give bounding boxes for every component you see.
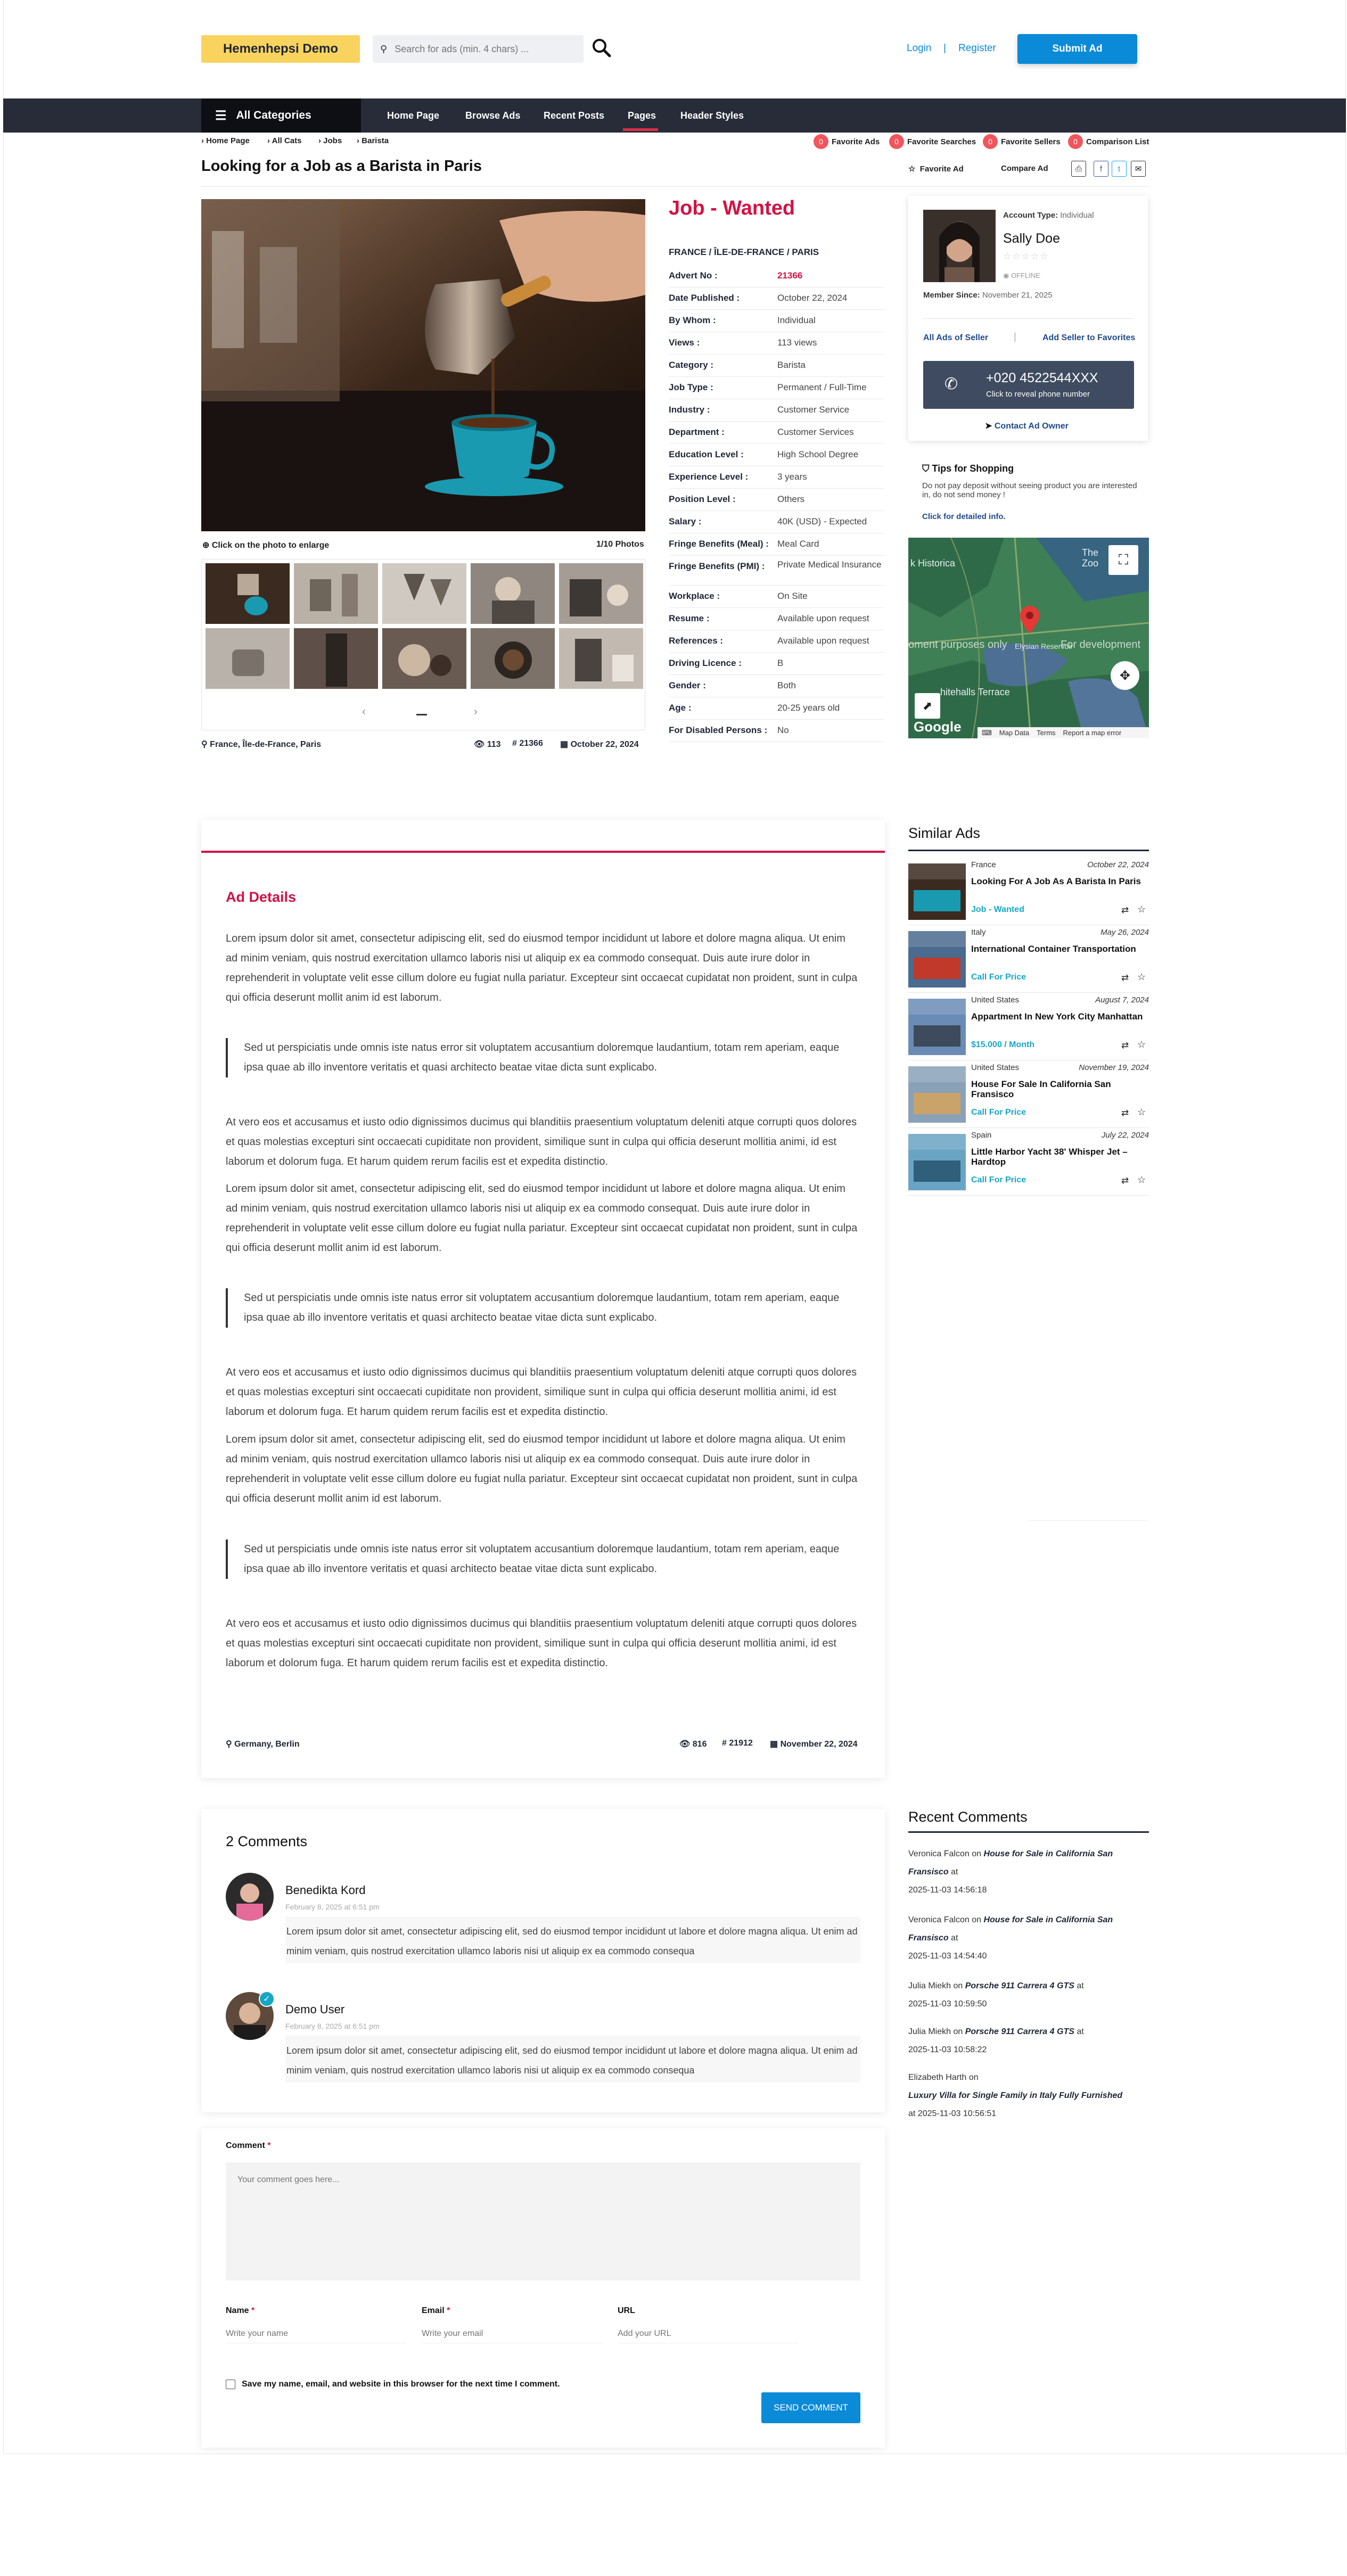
listing-location-path: FRANCE / ÎLE-DE-FRANCE / PARIS [669, 247, 819, 257]
similar-ads-underline [908, 850, 1149, 851]
seller-avatar[interactable] [923, 210, 996, 282]
fav-searches-link[interactable]: Favorite Searches [907, 137, 976, 146]
thumbnail-8[interactable] [382, 628, 466, 689]
thumb-next-icon[interactable]: › [474, 706, 478, 718]
fav-ads-link[interactable]: Favorite Ads [832, 137, 880, 146]
recent-comment-item: Julia Miekh on Porsche 911 Carrera 4 GTS at 2025-11-03 10:59:50 [908, 1981, 1084, 2009]
phone-hint: Click to reveal phone number [986, 390, 1090, 399]
thumbnail-1[interactable] [206, 563, 290, 624]
detail-label: Date Published : [669, 293, 740, 303]
map-watermark-2: For development [1061, 639, 1141, 651]
similar-ad-date: August 7, 2024 [1095, 995, 1149, 1005]
ad-paragraph-3: Lorem ipsum dolor sit amet, consectetur adipiscing elit, sed do eiusmod tempor incididunt ut labore et dolore magna aliqua. Ut enim ad minim veniam, quis nostrud exercitation ullamco laboris nisi ut aliquip ex ea commodo consequat. Duis aute irure dolor in reprehenderit in voluptate velit esse cillum dolore eu fugiat nulla pariatur. Excepteur sint occaecat cupidatat non proident, sunt in culpa qui officia deserunt mollit anim id est laborum. [226, 1183, 858, 1254]
recent-comment-post[interactable]: Luxury Villa for Single Family in Italy Fully Furnished [908, 2091, 1123, 2100]
detail-value: 3 years [777, 472, 807, 482]
recent-comment-post[interactable]: Porsche 911 Carrera 4 GTS [965, 1981, 1074, 1990]
recent-comment-author[interactable]: Elizabeth Harth [908, 2073, 967, 2082]
ad-details-heading: Ad Details [226, 889, 297, 905]
seller-divider [923, 318, 1134, 319]
map-label-historic: k Historica [910, 558, 956, 569]
similar-ad-title[interactable]: Little Harbor Yacht 38' Whisper Jet – Hardtop [971, 1147, 1128, 1167]
similar-ad-country: France [971, 860, 996, 869]
similar-ad-country: United States [971, 995, 1020, 1005]
map-footer [978, 727, 1149, 738]
detail-value: On Site [777, 591, 808, 601]
similar-ad-price: $15.000 / Month [971, 1040, 1035, 1049]
detail-label: Advert No : [669, 270, 718, 281]
search-bar [373, 35, 584, 63]
detail-value: October 22, 2024 [777, 293, 848, 303]
detail-label: Category : [669, 360, 714, 370]
detail-row [669, 720, 884, 742]
detail-value: 40K (USD) - Expected [777, 516, 867, 526]
submit-ad-button[interactable]: Submit Ad [1017, 34, 1137, 64]
pin-icon: ⚲ [226, 1740, 232, 1749]
fav-sellers-count: 0 [983, 134, 998, 149]
main-photo[interactable] [201, 199, 645, 531]
similar-ad-title[interactable]: Appartment In New York City Manhattan [971, 1011, 1143, 1022]
ad-paragraph-6: At vero eos et accusamus et iusto odio dignissimos ducimus qui blanditiis praesentium voluptatum deleniti atque corrupti quos dolores et quas molestias excepturi sint occaecati cupiditate non provident, similique sunt in culpa qui officia deserunt mollitia animi, id est laborum et dolorum fuga. Et harum quidem rerum facilis est et expedita distinctio. [226, 1618, 857, 1669]
recent-comment-item: Veronica Falcon on House for Sale in California San Fransisco at 2025-11-03 14:56:18 [908, 1849, 1113, 1895]
facebook-icon[interactable]: f [1094, 161, 1108, 177]
url-label: URL [618, 2306, 635, 2315]
similar-ad-price: Job - Wanted [971, 905, 1024, 914]
save-info-label: Save my name, email, and website in this browser for the next time I comment. [242, 2380, 560, 2389]
recent-comment-post[interactable]: House for Sale in California San Fransisco [908, 1849, 1113, 1877]
detail-value: Private Medical Insurance [777, 559, 882, 570]
detail-label: Industry : [669, 405, 710, 415]
recent-comment-item: Veronica Falcon on House for Sale in California San Fransisco at 2025-11-03 14:54:40 [908, 1915, 1113, 1961]
detail-value: Individual [777, 315, 816, 325]
comment-avatar-1 [226, 1873, 274, 1921]
detail-row [669, 399, 884, 422]
nav-home[interactable]: Home Page [387, 110, 440, 121]
similar-ad-date: May 26, 2024 [1100, 928, 1149, 937]
compare-ad-button[interactable]: Compare Ad [1001, 164, 1048, 173]
map-report-link[interactable]: Report a map error [1063, 729, 1122, 737]
recent-comment-author[interactable]: Veronica Falcon [908, 1849, 970, 1858]
eye-icon: 👁 [679, 1740, 691, 1749]
detail-value: Customer Service [777, 405, 850, 415]
listing-status: Job - Wanted [669, 197, 795, 219]
similar-ad-date: July 22, 2024 [1101, 1131, 1149, 1140]
thumbnail-7[interactable] [294, 628, 378, 689]
favorite-ad-button[interactable]: ☆ Favorite Ad [908, 164, 964, 174]
location-map[interactable] [908, 538, 1149, 738]
recent-comment-time: 2025-11-03 10:59:50 [908, 1999, 987, 2009]
detail-row [669, 355, 884, 377]
comment-text-2: Lorem ipsum dolor sit amet, consectetur adipiscing elit, sed do eiusmod tempor incididunt ut labore et dolore magna aliqua. Ut enim ad minim veniam, quis nostrud exercitation ullamco laboris nisi ut aliquip ex ea commodo consequa [285, 2036, 860, 2083]
tips-text: Do not pay deposit without seeing product you are interested in, do not send money ! [922, 481, 1137, 499]
comparison-link[interactable]: Comparison List [1086, 137, 1149, 146]
detail-label: Experience Level : [669, 472, 749, 482]
detail-label: Position Level : [669, 494, 736, 504]
map-terms-link[interactable]: Terms [1037, 729, 1056, 737]
comment-date-2: February 8, 2025 at 6:51 pm [285, 2022, 380, 2030]
similar-ad-country: Italy [971, 928, 986, 937]
detail-value: 20-25 years old [777, 703, 840, 713]
member-since: Member Since: November 21, 2025 [923, 291, 1053, 300]
map-camera-control-icon[interactable]: ✥ [1111, 661, 1139, 690]
detail-value: Others [777, 494, 805, 504]
account-type: Account Type: Individual [1003, 211, 1094, 220]
seller-links-separator: | [1014, 331, 1016, 342]
detail-row [669, 556, 884, 586]
breadcrumb-all-cats[interactable]: › All Cats [267, 136, 302, 145]
comment-label: Comment * [226, 2141, 271, 2150]
detail-row [669, 511, 884, 533]
detail-label: Workplace : [669, 591, 720, 601]
detail-value: Customer Services [777, 427, 854, 437]
compare-icon[interactable]: ⇄ [1121, 1175, 1129, 1186]
map-label-reservoir: Elysian Reservoir [1015, 642, 1073, 651]
all-categories-label: All Categories [236, 109, 311, 121]
listing-id: # 21366 [512, 739, 543, 748]
fav-sellers-link[interactable]: Favorite Sellers [1001, 137, 1061, 146]
thumbnail-5[interactable] [559, 563, 643, 624]
favorite-star-icon[interactable]: ☆ [1137, 904, 1146, 915]
thumbnail-4[interactable] [471, 563, 555, 624]
detail-label: Fringe Benefits (Meal) : [669, 539, 769, 549]
seller-status: ◉ OFFLINE [1003, 271, 1040, 279]
recent-comment-post[interactable]: House for Sale in California San Fransisco [908, 1915, 1113, 1943]
listing-views: 👁 113 [474, 740, 501, 749]
fav-searches-count: 0 [889, 134, 904, 149]
sidebar-divider [1028, 1520, 1149, 1521]
thumbnail-3[interactable] [382, 563, 466, 624]
ad-quote-1: Sed ut perspiciatis unde omnis iste natus error sit voluptatem accusantium doloremque laudantium, totam rem aperiam, eaque ipsa quae ab illo inventore veritatis et quasi architecto beatae vitae dicta sunt explicabo. [226, 1038, 859, 1077]
menu-icon: ☰ [215, 108, 227, 123]
contact-owner-link[interactable]: ➤ Contact Ad Owner [985, 422, 1069, 431]
comment-author-1: Benedikta Kord [285, 1883, 366, 1897]
detail-row [669, 310, 884, 332]
similar-ad-thumbnail[interactable] [908, 863, 966, 920]
similar-ad-item[interactable] [908, 1061, 1149, 1128]
detail-label: Salary : [669, 516, 702, 526]
compare-icon[interactable]: ⇄ [1121, 1040, 1129, 1050]
recent-comment-time: 2025-11-03 10:56:51 [917, 2109, 997, 2118]
email-label: Email * [422, 2306, 450, 2315]
verified-badge-icon: ✓ [259, 1991, 275, 2007]
detail-label: By Whom : [669, 315, 716, 325]
recent-comment-item: Elizabeth Harth on Luxury Villa for Single Family in Italy Fully Furnished at 2025-11-03 10:56:51 [908, 2069, 1149, 2123]
thumbnail-6[interactable] [206, 628, 290, 689]
ad-quote-3: Sed ut perspiciatis unde omnis iste natus error sit voluptatem accusantium doloremque laudantium, totam rem aperiam, eaque ipsa quae ab illo inventore veritatis et quasi architecto beatae vitae dicta sunt explicabo. [226, 1540, 859, 1579]
recent-comments-underline [908, 1831, 1149, 1833]
similar-ads-title: Similar Ads [908, 825, 981, 841]
compare-icon[interactable]: ⇄ [1121, 973, 1129, 983]
detail-label: Job Type : [669, 382, 713, 392]
detail-row [669, 332, 884, 355]
thumb-prev-icon[interactable]: ‹ [362, 706, 366, 718]
name-label: Name * [226, 2306, 255, 2315]
directions-icon[interactable]: ⬈ [915, 693, 940, 719]
search-icon: ⚲ [380, 43, 388, 54]
site-logo[interactable]: Hemenhepsi Demo [201, 35, 360, 63]
detail-row [669, 630, 884, 653]
email-input[interactable] [422, 2324, 603, 2343]
detail-row [669, 287, 884, 310]
similar-ad-thumbnail[interactable] [908, 1134, 966, 1190]
reveal-phone-button[interactable] [923, 361, 1134, 409]
star-icon: ☆ [908, 164, 916, 174]
ad-paragraph-5: Lorem ipsum dolor sit amet, consectetur adipiscing elit, sed do eiusmod tempor incididunt ut labore et dolore magna aliqua. Ut enim ad minim veniam, quis nostrud exercitation ullamco laboris nisi ut aliquip ex ea commodo consequat. Duis aute irure dolor in reprehenderit in voluptate velit esse cillum dolore eu fugiat nulla pariatur. Excepteur sint occaecat cupidatat non proident, sunt in culpa qui officia deserunt mollit anim id est laborum. [226, 1434, 858, 1504]
similar-ad-item[interactable] [908, 926, 1149, 993]
phone-icon: ✆ [944, 375, 958, 393]
map-watermark-1: oment purposes only [908, 639, 1007, 651]
register-link[interactable]: Register [958, 43, 996, 54]
send-comment-button[interactable]: SEND COMMENT [761, 2392, 860, 2423]
detail-row [669, 265, 884, 287]
nav-pages[interactable]: Pages [628, 110, 656, 121]
detail-value: Available upon request [777, 613, 869, 623]
compare-icon[interactable]: ⇄ [1121, 905, 1129, 915]
add-seller-favorites-link[interactable]: Add Seller to Favorites [1042, 333, 1136, 342]
listing-title: Looking for a Job as a Barista in Paris [201, 158, 482, 175]
advert-tab-underline [201, 851, 885, 853]
comment-text-1: Lorem ipsum dolor sit amet, consectetur adipiscing elit, sed do eiusmod tempor incididunt ut labore et dolore magna aliqua. Ut enim ad minim veniam, quis nostrud exercitation ullamco laboris nisi ut aliquip ex ea commodo consequa [285, 1916, 860, 1963]
thumbnail-2[interactable] [294, 563, 378, 624]
detail-row [669, 608, 884, 630]
similar-ad-country: Spain [971, 1131, 992, 1140]
search-input[interactable] [395, 44, 554, 55]
nav-header-styles[interactable]: Header Styles [680, 110, 744, 121]
recent-comment-author[interactable]: Julia Miekh [908, 1981, 951, 1990]
ad-paragraph-4: At vero eos et accusamus et iusto odio dignissimos ducimus qui blanditiis praesentium voluptatum deleniti atque corrupti quos dolores et quas molestias excepturi sint occaecati cupiditate non provident, similique sunt in culpa qui officia deserunt mollitia animi, id est laborum et dolorum fuga. Et harum quidem rerum facilis est et expedita distinctio. [226, 1367, 857, 1418]
recent-comment-item: Julia Miekh on Porsche 911 Carrera 4 GTS at 2025-11-03 10:58:22 [908, 2027, 1084, 2054]
detail-row [669, 697, 884, 720]
phone-number: +020 4522544XXX [986, 371, 1098, 385]
ad-footer-id: # 21912 [722, 1739, 753, 1748]
detail-value: Both [777, 680, 796, 690]
map-label-zoo: The Zoo [1082, 547, 1099, 569]
detail-value: High School Degree [777, 449, 859, 459]
comment-author-2: Demo User [285, 2003, 345, 2016]
detail-row [669, 422, 884, 444]
listing-date: ▦ October 22, 2024 [560, 740, 639, 749]
detail-row [669, 489, 884, 511]
nav-active-indicator [623, 128, 658, 131]
map-pin-icon[interactable] [1020, 606, 1039, 633]
detail-label: Views : [669, 338, 700, 348]
recent-comment-author[interactable]: Veronica Falcon [908, 1915, 970, 1924]
ad-footer-location: ⚲ Germany, Berlin [226, 1740, 300, 1749]
keyboard-icon[interactable]: ⌨ [982, 728, 992, 737]
rating-stars-icon: ☆☆☆☆☆ [1003, 251, 1049, 261]
detail-label: Resume : [669, 613, 710, 623]
tips-title: ⛉ Tips for Shopping [922, 463, 1014, 474]
breadcrumb-barista[interactable]: › Barista [357, 136, 389, 145]
detail-value: No [777, 725, 789, 735]
pin-icon: ⚲ [201, 740, 208, 749]
name-input[interactable] [226, 2324, 407, 2343]
detail-value: 21366 [777, 270, 803, 281]
url-input[interactable] [618, 2324, 799, 2343]
recent-comment-time: 2025-11-03 14:56:18 [908, 1886, 987, 1895]
detail-value: 113 views [777, 338, 817, 348]
detail-value: Meal Card [777, 539, 819, 549]
detail-row [669, 653, 884, 675]
detail-label: Fringe Benefits (PMI) : [669, 561, 765, 571]
calendar-icon: ▦ [560, 740, 569, 749]
similar-ad-item[interactable] [908, 858, 1149, 925]
similar-ad-date: November 19, 2024 [1079, 1063, 1149, 1072]
ad-paragraph-1: Lorem ipsum dolor sit amet, consectetur adipiscing elit, sed do eiusmod tempor incididunt ut labore et dolore magna aliqua. Ut enim ad minim veniam, quis nostrud exercitation ullamco laboris nisi ut aliquip ex ea commodo consequat. Duis aute irure dolor in reprehenderit in voluptate velit esse cillum dolore eu fugiat nulla pariatur. Excepteur sint occaecat cupidatat non proident, sunt in culpa qui officia deserunt mollit anim id est laborum. [226, 933, 858, 1003]
similar-ad-title[interactable]: International Container Transportation [971, 944, 1136, 954]
recent-comment-time: 2025-11-03 10:58:22 [908, 2045, 987, 2054]
detail-value: B [777, 658, 784, 668]
similar-ad-item[interactable] [908, 993, 1149, 1060]
header-separator: | [943, 43, 946, 54]
breadcrumb-jobs[interactable]: › Jobs [318, 136, 342, 145]
eye-icon: 👁 [474, 740, 485, 749]
similar-ad-price: Call For Price [971, 1108, 1026, 1117]
tips-detail-link[interactable]: Click for detailed info. [922, 512, 1006, 521]
nav-browse-ads[interactable]: Browse Ads [465, 110, 521, 121]
detail-label: Gender : [669, 680, 706, 690]
detail-label: Education Level : [669, 449, 744, 459]
shield-icon: ⛉ [922, 463, 930, 474]
similar-ad-item[interactable] [908, 1129, 1149, 1196]
all-categories-button[interactable] [201, 98, 361, 133]
recent-comments-title: Recent Comments [908, 1809, 1028, 1825]
barista-photo [201, 199, 645, 531]
detail-row [669, 675, 884, 697]
ad-paragraph-2: At vero eos et accusamus et iusto odio dignissimos ducimus qui blanditiis praesentium voluptatum deleniti atque corrupti quos dolores et quas molestias excepturi sint occaecati cupiditate non provident, similique sunt in culpa qui officia deserunt mollitia animi, id est laborum et dolorum fuga. Et harum quidem rerum facilis est et expedita distinctio. [226, 1116, 857, 1167]
compare-icon[interactable]: ⇄ [1121, 1108, 1129, 1118]
magnifier-icon [591, 37, 612, 59]
detail-row [669, 466, 884, 489]
similar-ad-price: Call For Price [971, 1175, 1026, 1184]
detail-row [669, 586, 884, 608]
login-link[interactable]: Login [907, 43, 932, 54]
favorite-star-icon[interactable]: ☆ [1137, 1174, 1146, 1185]
favorite-star-icon[interactable]: ☆ [1137, 1107, 1146, 1117]
seller-name[interactable]: Sally Doe [1003, 231, 1060, 246]
comment-date-1: February 8, 2025 at 6:51 pm [285, 1903, 380, 1911]
favorite-star-icon[interactable]: ☆ [1137, 1039, 1146, 1050]
ad-footer-date: ▦ November 22, 2024 [770, 1740, 858, 1749]
search-button[interactable] [591, 37, 612, 59]
comments-count: 2 Comments [226, 1833, 308, 1849]
twitter-icon[interactable]: t [1112, 161, 1127, 177]
photo-counter: 1/10 Photos [596, 540, 644, 549]
thumb-pager-dash[interactable] [416, 703, 427, 715]
similar-ad-thumbnail[interactable] [908, 999, 966, 1055]
recent-comment-author[interactable]: Julia Miekh [908, 2027, 951, 2036]
detail-value: Barista [777, 360, 806, 370]
recent-comment-post[interactable]: Porsche 911 Carrera 4 GTS [965, 2027, 1074, 2036]
title-divider [201, 186, 1149, 187]
all-ads-of-seller-link[interactable]: All Ads of Seller [923, 333, 989, 342]
listing-location: ⚲ France, Île-de-France, Paris [201, 740, 322, 749]
similar-ad-title[interactable]: Looking For A Job As A Barista In Paris [971, 876, 1141, 886]
fav-ads-count: 0 [814, 134, 828, 149]
detail-row [669, 444, 884, 466]
similar-ad-country: United States [971, 1063, 1020, 1072]
fullscreen-icon[interactable]: ⛶ [1108, 545, 1138, 575]
detail-label: Age : [669, 703, 692, 713]
comment-textarea[interactable] [226, 2162, 860, 2281]
print-icon[interactable]: ⎙ [1071, 161, 1086, 177]
calendar-icon: ▦ [770, 1740, 778, 1749]
detail-label: For Disabled Persons : [669, 725, 768, 735]
enlarge-hint: ⊕ Click on the photo to enlarge [202, 541, 330, 550]
zoom-icon: ⊕ [202, 541, 210, 550]
map-data-link[interactable]: Map Data [999, 729, 1030, 737]
ad-footer-views: 👁 816 [679, 1740, 707, 1749]
thumbnail-10[interactable] [559, 628, 643, 689]
similar-ad-title[interactable]: House For Sale In California San Fransisco [971, 1079, 1111, 1099]
comparison-count: 0 [1068, 134, 1083, 149]
nav-recent-posts[interactable]: Recent Posts [544, 110, 605, 121]
similar-ad-price: Call For Price [971, 973, 1026, 982]
similar-ad-date: October 22, 2024 [1087, 860, 1149, 869]
map-label-terrace: hitehalls Terrace [940, 687, 1010, 697]
ad-quote-2: Sed ut perspiciatis unde omnis iste natus error sit voluptatem accusantium doloremque laudantium, totam rem aperiam, eaque ipsa quae ab illo inventore veritatis et quasi architecto beatae vitae dicta sunt explicabo. [226, 1288, 859, 1328]
send-icon: ➤ [985, 422, 992, 431]
detail-label: References : [669, 636, 724, 646]
detail-row [669, 377, 884, 399]
similar-ad-thumbnail[interactable] [908, 931, 966, 987]
detail-label: Department : [669, 427, 725, 437]
recent-comment-time: 2025-11-03 14:54:40 [908, 1952, 987, 1961]
detail-value: Available upon request [777, 636, 869, 646]
detail-label: Driving Licence : [669, 658, 742, 668]
thumbnail-9[interactable] [471, 628, 555, 689]
similar-ad-thumbnail[interactable] [908, 1066, 966, 1123]
breadcrumb-home[interactable]: › Home Page [201, 136, 250, 145]
detail-row [669, 533, 884, 556]
email-icon[interactable]: ✉ [1131, 161, 1146, 177]
google-logo: Google [914, 719, 962, 735]
save-info-checkbox[interactable] [226, 2380, 235, 2389]
favorite-star-icon[interactable]: ☆ [1137, 972, 1146, 982]
detail-value: Permanent / Full-Time [777, 382, 867, 392]
